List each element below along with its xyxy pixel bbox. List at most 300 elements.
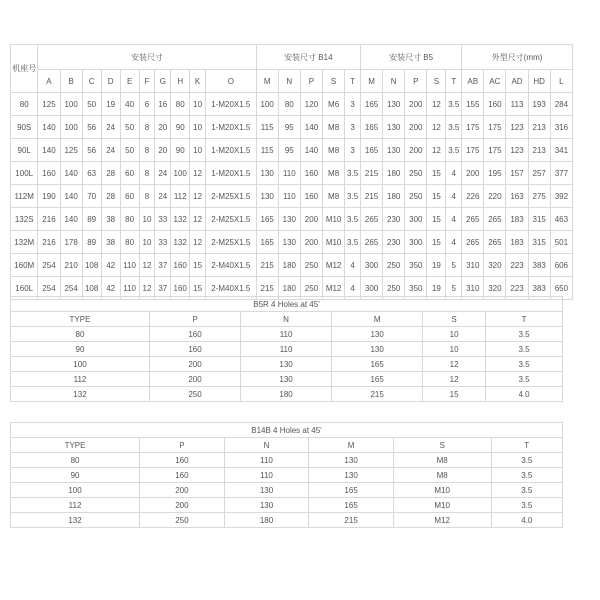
- table-row: [11, 357, 563, 372]
- value-cell: 12: [427, 116, 446, 139]
- value-cell: 10: [423, 342, 486, 357]
- value-cell: 12: [423, 357, 486, 372]
- value-cell: 90: [171, 139, 190, 162]
- value-cell: 15: [190, 277, 206, 300]
- value-cell: 5: [446, 277, 462, 300]
- frame-cell: 80: [11, 93, 38, 116]
- value-cell: 310: [462, 277, 484, 300]
- value-cell: 20: [155, 116, 171, 139]
- value-cell: 24: [101, 139, 120, 162]
- value-cell: 19: [427, 254, 446, 277]
- value-cell: 155: [462, 93, 484, 116]
- value-cell: 140: [60, 208, 82, 231]
- column-header: K: [190, 70, 206, 93]
- value-cell: 10: [423, 327, 486, 342]
- value-cell: 463: [550, 208, 572, 231]
- value-cell: 200: [140, 483, 225, 498]
- value-cell: 377: [550, 162, 572, 185]
- column-header: P: [140, 438, 225, 453]
- value-cell: 250: [149, 387, 240, 402]
- frame-cell: 132M: [11, 231, 38, 254]
- value-cell: 140: [38, 139, 60, 162]
- value-cell: 28: [101, 185, 120, 208]
- value-cell: 2-M25X1.5: [206, 185, 257, 208]
- value-cell: M8: [393, 453, 491, 468]
- column-header: P: [149, 312, 240, 327]
- value-cell: 8: [139, 162, 155, 185]
- value-cell: 200: [140, 498, 225, 513]
- value-cell: 115: [256, 116, 278, 139]
- value-cell: M10: [393, 498, 491, 513]
- value-cell: 110: [241, 342, 332, 357]
- value-cell: 3.5: [491, 498, 563, 513]
- column-header: HD: [528, 70, 550, 93]
- value-cell: 130: [383, 116, 405, 139]
- value-cell: 110: [278, 162, 300, 185]
- value-cell: 3.5: [486, 357, 563, 372]
- value-cell: 160: [171, 254, 190, 277]
- value-cell: 12: [423, 372, 486, 387]
- value-cell: 265: [484, 231, 506, 254]
- table-row: [11, 93, 573, 116]
- value-cell: 1-M20X1.5: [206, 116, 257, 139]
- value-cell: 250: [300, 277, 322, 300]
- column-header: G: [155, 70, 171, 93]
- value-cell: 180: [241, 387, 332, 402]
- frame-cell: 90L: [11, 139, 38, 162]
- value-cell: 180: [383, 162, 405, 185]
- value-cell: 130: [332, 327, 423, 342]
- value-cell: 200: [405, 116, 427, 139]
- value-cell: 110: [278, 185, 300, 208]
- value-cell: 100: [256, 93, 278, 116]
- value-cell: 80: [278, 93, 300, 116]
- value-cell: 4.0: [486, 387, 563, 402]
- value-cell: 95: [278, 116, 300, 139]
- value-cell: 215: [256, 277, 278, 300]
- table-row: [11, 231, 573, 254]
- value-cell: 250: [383, 277, 405, 300]
- value-cell: 100: [11, 357, 150, 372]
- value-cell: 175: [484, 116, 506, 139]
- value-cell: M12: [393, 513, 491, 528]
- value-cell: 19: [101, 93, 120, 116]
- motor-dimensions-table: [10, 44, 573, 300]
- value-cell: 140: [60, 185, 82, 208]
- table-row: [11, 185, 573, 208]
- column-header: TYPE: [11, 312, 150, 327]
- value-cell: M8: [393, 468, 491, 483]
- value-cell: 120: [300, 93, 322, 116]
- value-cell: 223: [506, 277, 528, 300]
- value-cell: 28: [101, 162, 120, 185]
- value-cell: 3.5: [486, 327, 563, 342]
- value-cell: 80: [171, 93, 190, 116]
- value-cell: 24: [155, 185, 171, 208]
- value-cell: 38: [101, 208, 120, 231]
- value-cell: 200: [300, 231, 322, 254]
- value-cell: 132: [171, 231, 190, 254]
- value-cell: 193: [528, 93, 550, 116]
- column-header: AC: [484, 70, 506, 93]
- value-cell: 10: [190, 116, 206, 139]
- value-cell: 250: [140, 513, 225, 528]
- value-cell: 70: [82, 185, 101, 208]
- table-row: [11, 162, 573, 185]
- value-cell: 50: [82, 93, 101, 116]
- value-cell: 300: [405, 231, 427, 254]
- value-cell: M10: [323, 231, 345, 254]
- value-cell: 16: [155, 93, 171, 116]
- value-cell: 42: [101, 277, 120, 300]
- column-header: S: [427, 70, 446, 93]
- value-cell: 160: [171, 277, 190, 300]
- value-cell: 230: [383, 231, 405, 254]
- value-cell: 90: [11, 468, 140, 483]
- value-cell: 2-M25X1.5: [206, 231, 257, 254]
- column-header: S: [423, 312, 486, 327]
- value-cell: 216: [38, 208, 60, 231]
- value-cell: M10: [323, 208, 345, 231]
- column-header: AB: [462, 70, 484, 93]
- value-cell: 100: [171, 162, 190, 185]
- value-cell: 130: [256, 185, 278, 208]
- column-header: E: [120, 70, 139, 93]
- value-cell: 4: [345, 254, 361, 277]
- value-cell: 3: [345, 116, 361, 139]
- value-cell: 230: [383, 208, 405, 231]
- value-cell: 12: [427, 93, 446, 116]
- value-cell: 12: [190, 185, 206, 208]
- column-header: M: [360, 70, 382, 93]
- value-cell: 250: [300, 254, 322, 277]
- value-cell: 200: [405, 139, 427, 162]
- value-cell: 215: [360, 185, 382, 208]
- value-cell: 213: [528, 139, 550, 162]
- column-header: P: [405, 70, 427, 93]
- value-cell: 10: [190, 93, 206, 116]
- value-cell: M10: [393, 483, 491, 498]
- group-header: 安装尺寸: [38, 45, 256, 70]
- value-cell: 165: [332, 372, 423, 387]
- value-cell: 130: [383, 139, 405, 162]
- value-cell: 265: [360, 208, 382, 231]
- column-header: N: [224, 438, 309, 453]
- value-cell: 265: [462, 231, 484, 254]
- value-cell: 165: [360, 116, 382, 139]
- value-cell: 320: [484, 254, 506, 277]
- value-cell: 195: [484, 162, 506, 185]
- value-cell: 300: [360, 254, 382, 277]
- value-cell: 650: [550, 277, 572, 300]
- frame-cell: 112M: [11, 185, 38, 208]
- value-cell: 2-M25X1.5: [206, 208, 257, 231]
- value-cell: 3.5: [486, 372, 563, 387]
- value-cell: 12: [139, 254, 155, 277]
- table-row: [11, 453, 563, 468]
- value-cell: M8: [323, 116, 345, 139]
- value-cell: 254: [38, 277, 60, 300]
- value-cell: 257: [528, 162, 550, 185]
- value-cell: 216: [38, 231, 60, 254]
- value-cell: 163: [506, 185, 528, 208]
- value-cell: 5: [446, 254, 462, 277]
- value-cell: 3.5: [446, 139, 462, 162]
- value-cell: 15: [427, 231, 446, 254]
- value-cell: 3.5: [491, 453, 563, 468]
- value-cell: 10: [139, 208, 155, 231]
- value-cell: 606: [550, 254, 572, 277]
- value-cell: 250: [405, 162, 427, 185]
- value-cell: 8: [139, 139, 155, 162]
- value-cell: 56: [82, 139, 101, 162]
- value-cell: 3: [345, 139, 361, 162]
- value-cell: 15: [427, 162, 446, 185]
- value-cell: 95: [278, 139, 300, 162]
- value-cell: 19: [427, 277, 446, 300]
- value-cell: 50: [120, 139, 139, 162]
- value-cell: 160: [300, 185, 322, 208]
- column-header: C: [82, 70, 101, 93]
- value-cell: 112: [171, 185, 190, 208]
- value-cell: 90: [11, 342, 150, 357]
- value-cell: 140: [38, 116, 60, 139]
- table-row: [11, 254, 573, 277]
- column-header: T: [486, 312, 563, 327]
- value-cell: 8: [139, 185, 155, 208]
- value-cell: 180: [224, 513, 309, 528]
- value-cell: 112: [11, 372, 150, 387]
- value-cell: 165: [256, 208, 278, 231]
- value-cell: 89: [82, 208, 101, 231]
- value-cell: 112: [11, 498, 140, 513]
- value-cell: 42: [101, 254, 120, 277]
- column-header: T: [345, 70, 361, 93]
- column-header: T: [446, 70, 462, 93]
- value-cell: 175: [462, 139, 484, 162]
- column-header: M: [256, 70, 278, 93]
- value-cell: 125: [60, 139, 82, 162]
- value-cell: 130: [278, 208, 300, 231]
- value-cell: 60: [120, 162, 139, 185]
- value-cell: 265: [360, 231, 382, 254]
- value-cell: 33: [155, 208, 171, 231]
- value-cell: 50: [120, 116, 139, 139]
- value-cell: 392: [550, 185, 572, 208]
- value-cell: 165: [360, 93, 382, 116]
- value-cell: 160: [300, 162, 322, 185]
- value-cell: 3: [345, 93, 361, 116]
- b14b-caption: B14B 4 Holes at 45': [11, 423, 563, 438]
- value-cell: 12: [190, 231, 206, 254]
- value-cell: 123: [506, 116, 528, 139]
- b5r-caption: B5R 4 Holes at 45': [11, 297, 563, 312]
- value-cell: 1-M20X1.5: [206, 93, 257, 116]
- value-cell: 316: [550, 116, 572, 139]
- table-row: [11, 387, 563, 402]
- value-cell: 250: [405, 185, 427, 208]
- table-row: [11, 372, 563, 387]
- value-cell: 12: [190, 162, 206, 185]
- table-row: [11, 139, 573, 162]
- value-cell: 501: [550, 231, 572, 254]
- value-cell: 175: [484, 139, 506, 162]
- value-cell: 130: [309, 468, 394, 483]
- value-cell: 226: [462, 185, 484, 208]
- value-cell: 108: [82, 254, 101, 277]
- value-cell: 350: [405, 254, 427, 277]
- value-cell: M12: [323, 277, 345, 300]
- value-cell: 115: [256, 139, 278, 162]
- value-cell: 108: [82, 277, 101, 300]
- value-cell: 4: [446, 185, 462, 208]
- value-cell: 165: [309, 483, 394, 498]
- value-cell: 160: [140, 453, 225, 468]
- value-cell: 100: [60, 116, 82, 139]
- column-header: TYPE: [11, 438, 140, 453]
- value-cell: 310: [462, 254, 484, 277]
- value-cell: 110: [120, 254, 139, 277]
- table-row: [11, 498, 563, 513]
- value-cell: 100: [60, 93, 82, 116]
- value-cell: 4: [446, 231, 462, 254]
- value-cell: 200: [149, 372, 240, 387]
- value-cell: 265: [484, 208, 506, 231]
- table-row: [11, 327, 563, 342]
- value-cell: 180: [383, 185, 405, 208]
- value-cell: 3.5: [345, 185, 361, 208]
- value-cell: 160: [149, 327, 240, 342]
- value-cell: 140: [300, 116, 322, 139]
- value-cell: 20: [155, 139, 171, 162]
- value-cell: 165: [360, 139, 382, 162]
- value-cell: M6: [323, 93, 345, 116]
- value-cell: 130: [278, 231, 300, 254]
- value-cell: 4: [345, 277, 361, 300]
- value-cell: 130: [224, 498, 309, 513]
- value-cell: 130: [383, 93, 405, 116]
- value-cell: 24: [155, 162, 171, 185]
- value-cell: 213: [528, 116, 550, 139]
- b5r-table: [10, 296, 563, 402]
- value-cell: 3.5: [446, 93, 462, 116]
- frame-header: 机座号: [11, 45, 38, 93]
- value-cell: 130: [241, 372, 332, 387]
- value-cell: 4: [446, 208, 462, 231]
- value-cell: 37: [155, 277, 171, 300]
- column-header: A: [38, 70, 60, 93]
- value-cell: 80: [120, 208, 139, 231]
- value-cell: 315: [528, 231, 550, 254]
- value-cell: 215: [360, 162, 382, 185]
- value-cell: 183: [506, 231, 528, 254]
- value-cell: 37: [155, 254, 171, 277]
- frame-cell: 100L: [11, 162, 38, 185]
- value-cell: 8: [139, 116, 155, 139]
- table-row: [11, 208, 573, 231]
- column-header: N: [383, 70, 405, 93]
- value-cell: 2-M40X1.5: [206, 277, 257, 300]
- value-cell: 165: [256, 231, 278, 254]
- value-cell: 160: [38, 162, 60, 185]
- value-cell: 4: [446, 162, 462, 185]
- value-cell: 178: [60, 231, 82, 254]
- value-cell: 250: [383, 254, 405, 277]
- value-cell: 40: [120, 93, 139, 116]
- column-header: F: [139, 70, 155, 93]
- value-cell: 110: [241, 327, 332, 342]
- value-cell: 200: [462, 162, 484, 185]
- value-cell: 190: [38, 185, 60, 208]
- value-cell: 130: [309, 453, 394, 468]
- value-cell: 160: [149, 342, 240, 357]
- value-cell: 3.5: [345, 231, 361, 254]
- value-cell: 341: [550, 139, 572, 162]
- value-cell: 63: [82, 162, 101, 185]
- value-cell: 300: [405, 208, 427, 231]
- value-cell: 130: [241, 357, 332, 372]
- frame-cell: 132S: [11, 208, 38, 231]
- value-cell: 15: [190, 254, 206, 277]
- frame-cell: 160M: [11, 254, 38, 277]
- value-cell: 383: [528, 277, 550, 300]
- value-cell: 220: [484, 185, 506, 208]
- value-cell: 130: [256, 162, 278, 185]
- value-cell: 15: [427, 185, 446, 208]
- value-cell: 320: [484, 277, 506, 300]
- value-cell: 140: [300, 139, 322, 162]
- value-cell: 254: [60, 277, 82, 300]
- value-cell: 3.5: [446, 116, 462, 139]
- value-cell: 215: [332, 387, 423, 402]
- value-cell: 3.5: [491, 483, 563, 498]
- value-cell: 175: [462, 116, 484, 139]
- value-cell: 24: [101, 116, 120, 139]
- value-cell: 130: [224, 483, 309, 498]
- value-cell: 110: [224, 453, 309, 468]
- value-cell: 157: [506, 162, 528, 185]
- table-row: [11, 116, 573, 139]
- value-cell: 80: [120, 231, 139, 254]
- value-cell: 80: [11, 453, 140, 468]
- column-header: N: [241, 312, 332, 327]
- value-cell: 200: [405, 93, 427, 116]
- table-row: [11, 342, 563, 357]
- value-cell: 80: [11, 327, 150, 342]
- group-header: 安装尺寸 B5: [360, 45, 461, 70]
- value-cell: 223: [506, 254, 528, 277]
- value-cell: 12: [190, 208, 206, 231]
- value-cell: 383: [528, 254, 550, 277]
- value-cell: 2-M40X1.5: [206, 254, 257, 277]
- value-cell: M8: [323, 185, 345, 208]
- value-cell: 180: [278, 254, 300, 277]
- value-cell: 4.0: [491, 513, 563, 528]
- value-cell: 165: [332, 357, 423, 372]
- value-cell: 300: [360, 277, 382, 300]
- column-header: N: [278, 70, 300, 93]
- value-cell: 215: [256, 254, 278, 277]
- value-cell: 132: [171, 208, 190, 231]
- value-cell: M8: [323, 162, 345, 185]
- value-cell: 132: [11, 513, 140, 528]
- column-header: P: [300, 70, 322, 93]
- column-header: H: [171, 70, 190, 93]
- value-cell: 15: [427, 208, 446, 231]
- value-cell: 100: [11, 483, 140, 498]
- value-cell: 140: [60, 162, 82, 185]
- table-row: [11, 513, 563, 528]
